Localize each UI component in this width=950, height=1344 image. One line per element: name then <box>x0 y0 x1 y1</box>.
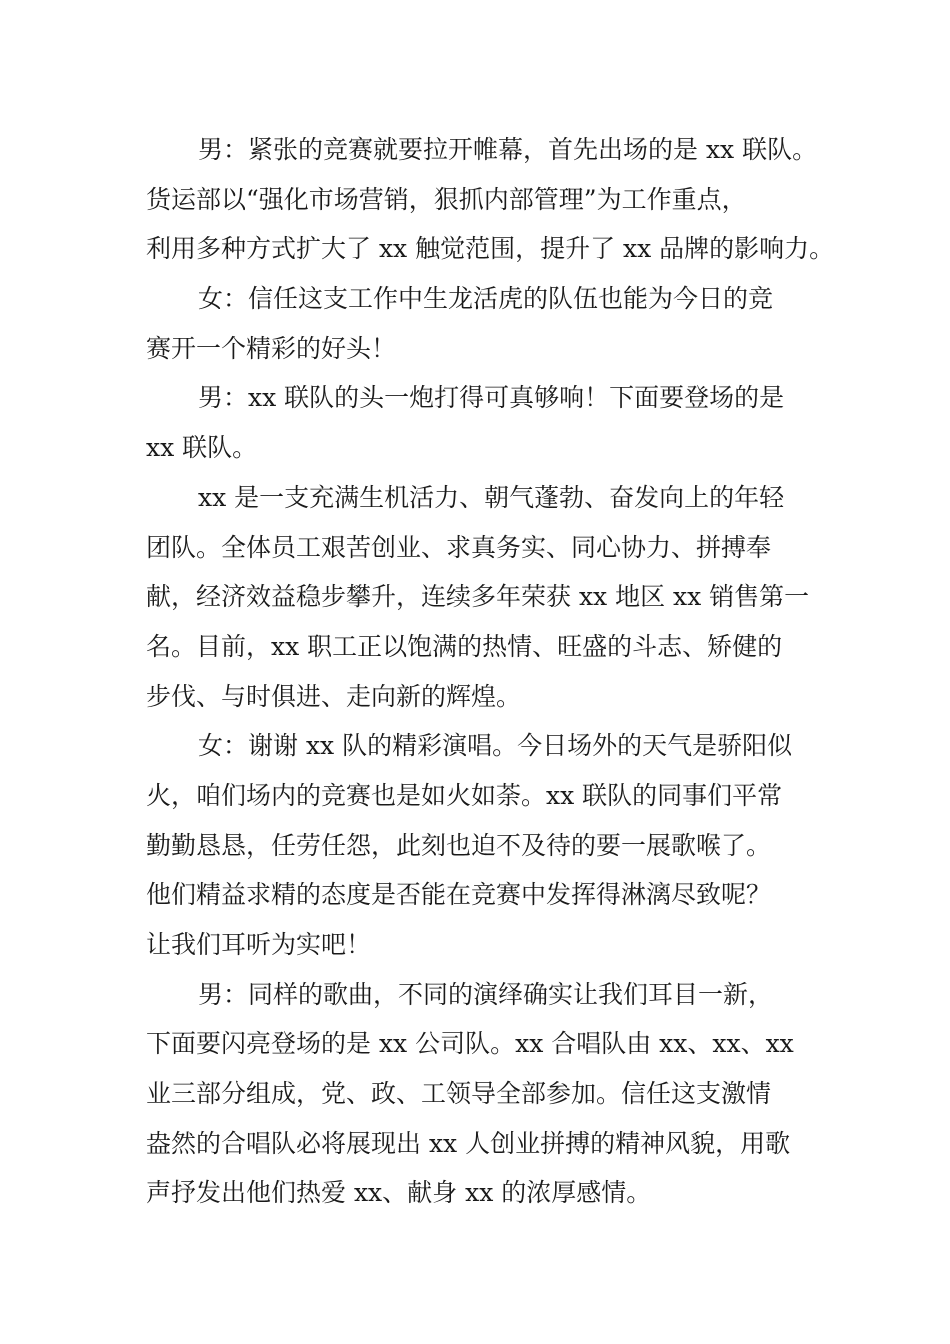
text-line: 盎然的合唱队必将展现出 xx 人创业拼搏的精神风貌，用歌 <box>146 1128 791 1158</box>
text-line: 男：紧张的竞赛就要拉开帷幕，首先出场的是 xx 联队。 <box>198 135 818 164</box>
text-line: 货运部以“强化市场营销，狠抓内部管理”为工作重点， <box>146 184 747 214</box>
text-line: 名。目前，xx 职工正以饱满的热情、旺盛的斗志、矫健的 <box>146 631 783 661</box>
text-line: 献，经济效益稳步攀升，连续多年荣获 xx 地区 xx 销售第一 <box>146 582 810 612</box>
text-line: 下面要闪亮登场的是 xx 公司队。xx 合唱队由 xx、xx、xx <box>146 1029 794 1059</box>
text-line: 男：同样的歌曲，不同的演绎确实让我们耳目一新， <box>198 979 774 1009</box>
document-body <box>146 125 835 1218</box>
text-line: 勤勤恳恳，任劳任怨，此刻也迫不及待的要一展歌喉了。 <box>146 830 772 860</box>
text-line: 让我们耳听为实吧！ <box>146 930 372 959</box>
text-line: 女：信任这支工作中生龙活虎的队伍也能为今日的竞 <box>198 284 774 314</box>
text-line: 业三部分组成，党、政、工领导全部参加。信任这支激情 <box>146 1079 772 1109</box>
text-line: 利用多种方式扩大了 xx 触觉范围，提升了 xx 品牌的影响力。 <box>146 234 835 264</box>
text-line: 女：谢谢 xx 队的精彩演唱。今日场外的天气是骄阳似 <box>198 731 793 761</box>
text-line: 他们精益求精的态度是否能在竞赛中发挥得淋漓尽致呢？ <box>146 880 772 910</box>
text-line: 步伐、与时俱进、走向新的辉煌。 <box>146 681 522 711</box>
text-line: 男：xx 联队的头一炮打得可真够响！下面要登场的是 <box>198 383 785 413</box>
text-line: xx 联队。 <box>146 433 258 463</box>
text-line: 声抒发出他们热爱 xx、献身 xx 的浓厚感情。 <box>146 1178 652 1208</box>
text-line: 赛开一个精彩的好头！ <box>146 333 397 363</box>
text-line: xx 是一支充满生机活力、朝气蓬勃、奋发向上的年轻 <box>198 482 785 512</box>
text-line: 团队。全体员工艰苦创业、求真务实、同心协力、拼搏奉 <box>146 532 772 562</box>
text-line: 火，咱们场内的竞赛也是如火如荼。xx 联队的同事们平常 <box>146 780 783 810</box>
